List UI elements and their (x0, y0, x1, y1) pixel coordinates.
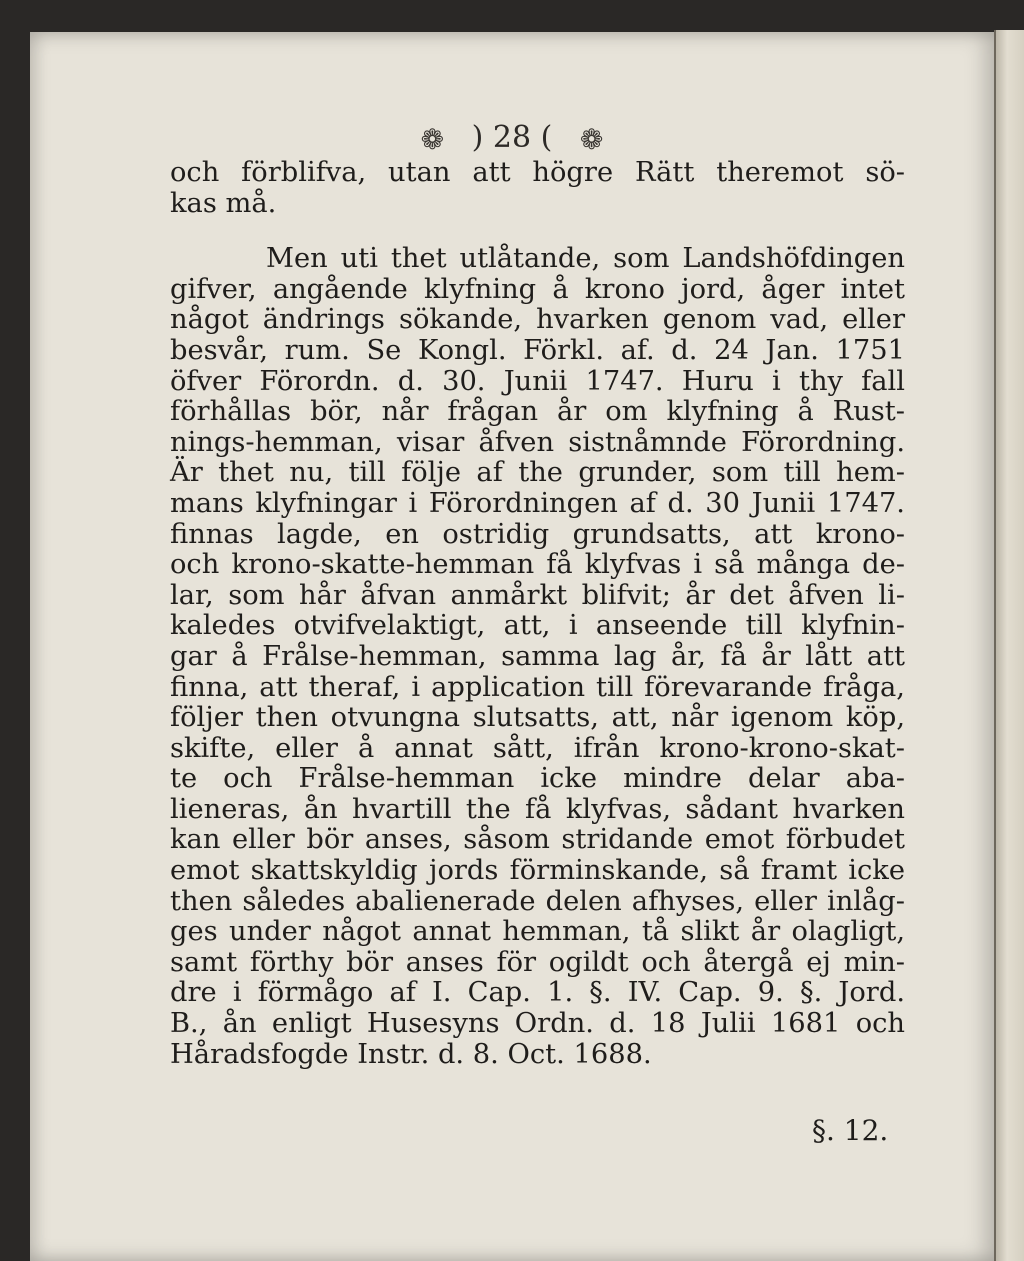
text-line: och krono-skatte-hemman få klyfvas i så många de- (170, 549, 905, 581)
text-line: then således abalienerade delen afhyses, eller inlåg- (170, 885, 905, 917)
paragraph (170, 158, 905, 219)
body-text (170, 158, 905, 1070)
text-line: lieneras, ån hvartill the få klyfvas, sådant hvarken (170, 793, 905, 825)
page-number: ) 28 ( (471, 120, 553, 155)
text-line: och förblifva, utan att högre Rätt theremot sö- (170, 157, 905, 188)
text-line: samt förthy bör anses för ogildt och återgå ej min- (170, 946, 905, 978)
text-line: nings-hemman, visar åfven sistnåmnde Förordning. (170, 426, 905, 458)
text-line: finnas lagde, en ostridig grundsatts, att krono- (170, 518, 905, 550)
text-line: dre i förmågo af I. Cap. 1. §. IV. Cap. 9. §. Jord. (170, 977, 905, 1009)
text-line: besvår, rum. Se Kongl. Förkl. af. d. 24 Jan. 1751 (170, 334, 905, 366)
text-line: kas må. (170, 187, 277, 219)
page-edge (996, 30, 1024, 1261)
text-line: följer then otvungna slutsatts, att, når igenom köp, (170, 702, 905, 734)
text-line: kan eller bör anses, såsom stridande emot förbudet (170, 824, 905, 856)
paragraph (170, 244, 905, 1070)
text-line: finna, att theraf, i application till förevarande fråga, (170, 671, 905, 703)
text-line: Är thet nu, till följe af the grunder, som till hem- (170, 457, 905, 489)
text-line: öfver Förordn. d. 30. Junii 1747. Huru i thy fall (170, 365, 905, 397)
text-line: ges under något annat hemman, tå slikt år olagligt, (170, 916, 905, 948)
text-line: te och Frålse-hemman icke mindre delar aba- (170, 763, 905, 795)
text-line: Men uti thet utlåtande, som Landshöfdingen (266, 243, 905, 275)
text-line: kaledes otvifvelaktigt, att, i anseende till klyfnin- (170, 610, 905, 642)
text-line: B., ån enligt Husesyns Ordn. d. 18 Julii 1681 och (170, 1008, 905, 1040)
running-header (0, 120, 1024, 156)
text-line: förhållas bör, når frågan år om klyfning å Rust- (170, 396, 905, 428)
text-line: mans klyfningar i Förordningen af d. 30 Junii 1747. (170, 487, 905, 519)
ornament-right-icon: ❁ (579, 122, 604, 156)
text-line: lar, som hår åfvan anmårkt blifvit; år det åfven li- (170, 579, 905, 611)
text-line: gifver, angående klyfning å krono jord, åger intet (170, 273, 905, 305)
text-line: skifte, eller å annat sått, ifrån krono-krono-skat- (170, 732, 905, 764)
text-line: emot skattskyldig jords förminskande, så framt icke (170, 855, 905, 887)
text-line: gar å Frålse-hemman, samma lag år, få år lått att (170, 640, 905, 672)
ornament-left-icon: ❁ (420, 122, 445, 156)
catchword: §. 12. (812, 1114, 889, 1147)
text-line: något ändrings sökande, hvarken genom vad, eller (170, 304, 905, 336)
text-line: Håradsfogde Instr. d. 8. Oct. 1688. (170, 1038, 652, 1070)
